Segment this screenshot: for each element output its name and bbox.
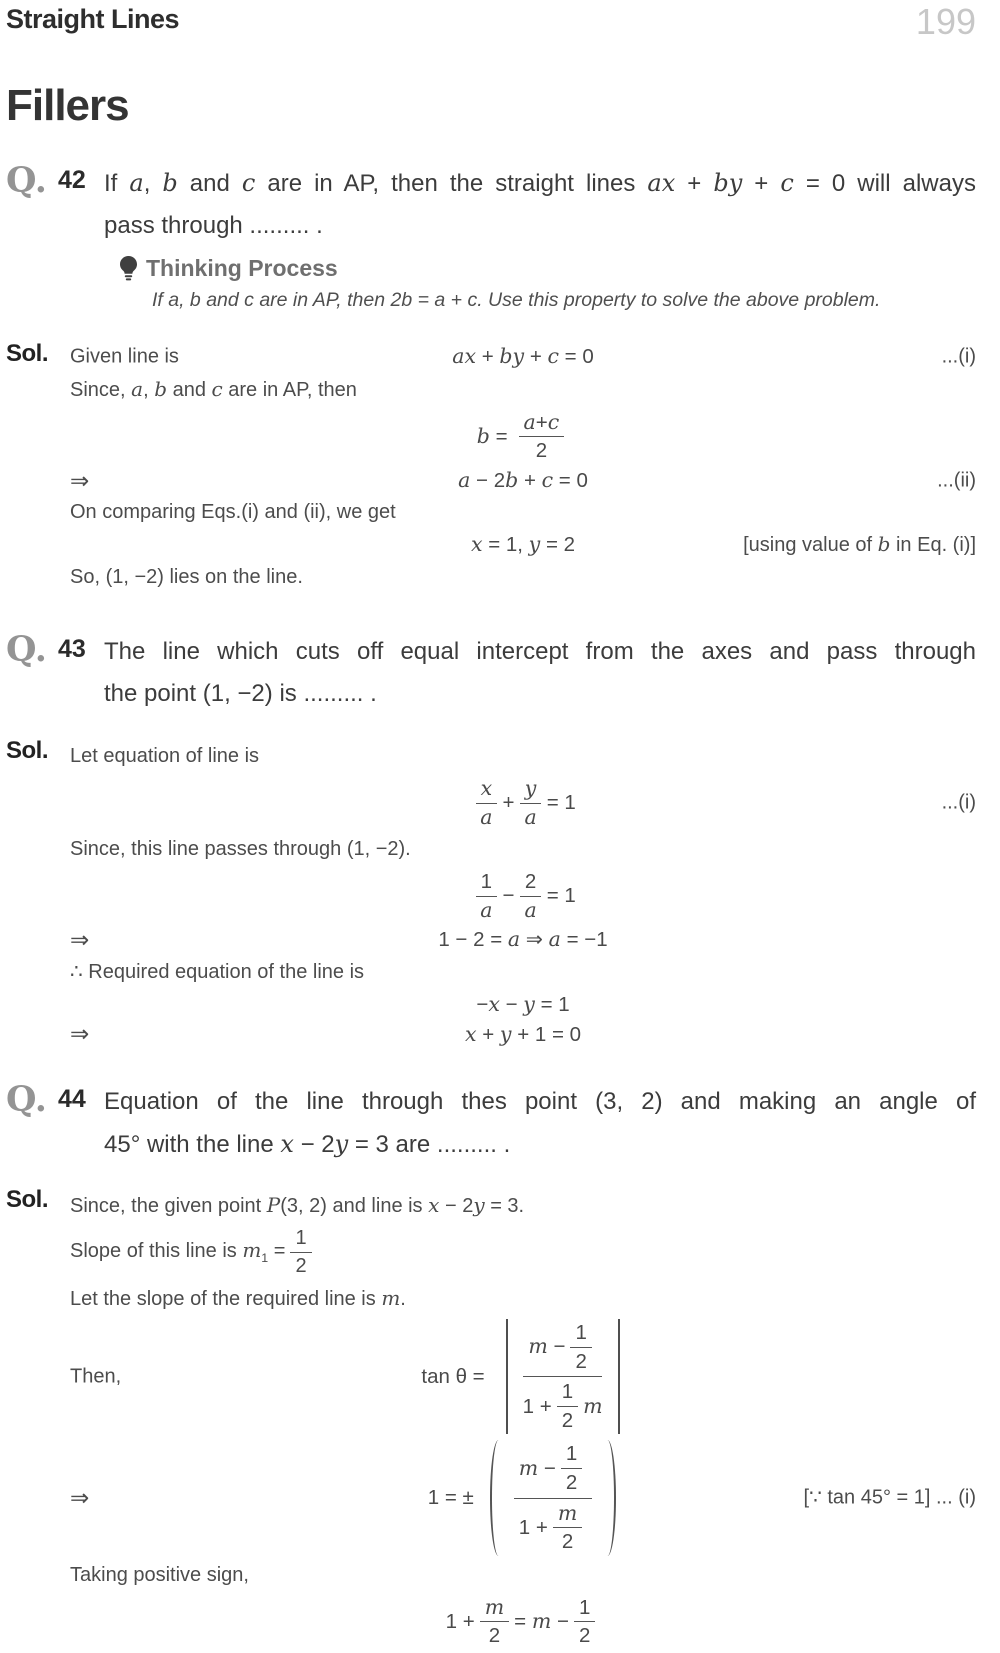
implies-arrow: ⇒ [70, 1484, 90, 1511]
equation-negxy [70, 992, 976, 1018]
equation-lead-text: Given line is [70, 345, 179, 368]
implies-arrow: ⇒ [70, 467, 90, 494]
solution-body [70, 737, 976, 1051]
fraction-denominator [518, 1377, 608, 1434]
question-text [104, 162, 976, 247]
denominator-text: 1 + [522, 1394, 552, 1418]
equation-row-xy [70, 532, 976, 558]
solution-42 [6, 340, 976, 597]
solution-body [70, 340, 976, 597]
nested-fraction [570, 1320, 591, 1374]
equation-note: [using value of b in Eq. (i)] [743, 532, 976, 557]
big-fraction [514, 1440, 593, 1555]
question-line-2: pass through ......... . [104, 212, 323, 239]
equation [70, 1022, 976, 1048]
equation-text: −x − y = 1 [476, 991, 570, 1016]
fraction-denominator [514, 1499, 593, 1556]
fraction-denominator: a [524, 897, 537, 922]
fraction [519, 410, 565, 464]
denominator-text: m [583, 1393, 603, 1418]
equation-tag: ...(i) [941, 345, 976, 368]
question-42 [6, 162, 976, 312]
equation-substituted [70, 869, 976, 923]
left-parenthesis [490, 1440, 507, 1555]
nested-fraction [557, 1379, 578, 1433]
equation-final-43 [70, 1022, 976, 1048]
numerator-text: m − [528, 1334, 566, 1359]
solution-body [70, 1186, 976, 1653]
bulb-icon [120, 256, 137, 282]
thinking-process [120, 255, 976, 282]
question-line-2: the point (1, −2) is ......... . [104, 680, 377, 707]
equation-lhs: 1 = ± [427, 1486, 474, 1510]
fraction-denominator: 2 [565, 1470, 578, 1494]
equation-text: a − 2b + c = 0 [458, 467, 588, 492]
equation-tag: ...(i) [941, 791, 976, 814]
fraction-numerator: m [553, 1501, 582, 1529]
equation [70, 776, 976, 830]
nested-fraction [561, 1441, 582, 1495]
absolute-value-bar [618, 1319, 620, 1434]
equation-tan-theta [70, 1319, 976, 1434]
plus-sign: + [502, 791, 515, 815]
equation-row-ii [70, 468, 976, 494]
fraction [519, 776, 541, 830]
equation-lead-text: Then, [70, 1365, 122, 1388]
question-marker: Q. [6, 1079, 47, 1121]
equation [70, 1595, 976, 1649]
equation-row-a [70, 927, 976, 953]
minus-sign: − [502, 884, 515, 908]
fraction-numerator: 2 [520, 869, 541, 897]
question-44 [6, 1081, 976, 1166]
question-line-1: If a, b and c are in AP, then the straight lines ax + by + c = 0 will always [104, 169, 976, 197]
thinking-process-label: Thinking Process [146, 255, 338, 281]
solution-text: On comparing Eqs.(i) and (ii), we get [70, 501, 396, 524]
solution-label: Sol. [6, 737, 49, 764]
equation [70, 410, 976, 464]
right-parenthesis [599, 1440, 616, 1555]
equation [70, 992, 976, 1018]
equation [70, 1319, 976, 1434]
equation [70, 869, 976, 923]
fraction-numerator: 1 [476, 869, 497, 897]
section-title: Fillers [6, 81, 129, 130]
equation-rhs: = 1 [546, 884, 576, 908]
fraction [574, 1595, 595, 1649]
solution-label: Sol. [6, 1186, 49, 1214]
numerator-text: m − [518, 1455, 556, 1480]
question-number: 42 [58, 166, 86, 194]
fraction-numerator: 1 [561, 1441, 582, 1469]
absolute-value-group [501, 1319, 625, 1434]
equation-note: [∵ tan 45° = 1] ... (i) [803, 1486, 976, 1509]
fraction-denominator: 2 [575, 1349, 587, 1373]
equation-lhs: tan θ = [421, 1364, 485, 1388]
fraction [480, 1595, 509, 1649]
fraction-denominator: a [480, 804, 493, 829]
equation-b [70, 410, 976, 464]
equation-intercept [70, 776, 976, 830]
fraction-denominator: 2 [295, 1255, 307, 1278]
solution-label: Sol. [6, 340, 49, 367]
solution-43 [6, 737, 976, 1051]
equation-tag: ...(ii) [937, 469, 976, 492]
fraction-numerator: m [480, 1595, 509, 1623]
denominator-text: 1 + [518, 1515, 548, 1539]
question-number: 43 [58, 635, 86, 663]
solution-text: ∴ Required equation of the line is [70, 960, 365, 983]
question-line-2: 45° with the line x − 2y = 3 are ......... . [104, 1130, 511, 1159]
fraction-numerator: 1 [290, 1226, 311, 1253]
fraction-numerator: a + c [519, 410, 565, 438]
page-number: 199 [915, 1, 976, 42]
solution-text: Since, the given point P(3, 2) and line is x − 2y = 3. [70, 1193, 525, 1218]
solution-text: Let the slope of the required line is m. [70, 1286, 406, 1311]
question-marker: Q. [6, 629, 47, 670]
question-text [104, 631, 976, 715]
equation-lhs: b = [476, 423, 508, 448]
implies-arrow: ⇒ [70, 926, 90, 953]
equation-rhs: = 1 [546, 791, 576, 815]
page-header [6, 1, 976, 42]
question-42-row [6, 162, 976, 247]
implies-arrow: ⇒ [70, 1020, 90, 1047]
parenthesis-group [488, 1440, 619, 1555]
question-number: 44 [58, 1085, 86, 1114]
fraction-denominator: 2 [535, 439, 548, 463]
equation-text: x + y + 1 = 0 [464, 1021, 582, 1046]
equation-mid: = m − [514, 1608, 569, 1633]
fraction-numerator [523, 1319, 602, 1377]
fraction [290, 1226, 311, 1279]
fraction-denominator: 2 [578, 1624, 591, 1648]
solution-44 [6, 1186, 976, 1653]
fraction-denominator: 2 [561, 1530, 574, 1554]
question-43 [6, 631, 976, 715]
absolute-value-bar [506, 1319, 508, 1434]
question-line-1: Equation of the line through thes point (3, 2) and making an angle of [104, 1088, 976, 1116]
question-text [104, 1081, 976, 1166]
fraction-denominator: a [480, 897, 493, 922]
fraction-numerator: x [476, 776, 498, 804]
equation [70, 927, 976, 953]
question-marker: Q. [6, 160, 47, 201]
equation-text: 1 − 2 = a ⇒ a = −1 [438, 927, 608, 952]
fraction-numerator: 1 [557, 1379, 578, 1407]
question-line-1: The line which cuts off equal intercept from the axes and pass through [104, 638, 976, 665]
equation [70, 468, 976, 494]
chapter-title: Straight Lines [6, 4, 180, 34]
big-fraction [518, 1319, 608, 1434]
equation-pre: 1 + [445, 1609, 475, 1633]
equation-plus-minus [70, 1440, 976, 1555]
fraction-numerator: 1 [574, 1595, 595, 1623]
question-44-row [6, 1081, 976, 1166]
fraction-numerator: 1 [570, 1320, 591, 1348]
solution-slope-line [70, 1226, 976, 1279]
solution-text: Since, this line passes through (1, −2). [70, 838, 411, 861]
nested-fraction [553, 1501, 582, 1555]
equation-row-i [70, 344, 976, 370]
solution-conclusion: So, (1, −2) lies on the line. [70, 566, 303, 588]
thinking-process-note: If a, b and c are in AP, then 2b = a + c. Use this property to solve the above problem. [152, 289, 881, 311]
equation-final-44 [70, 1595, 976, 1649]
fraction-numerator: y [520, 776, 542, 804]
solution-text: Since, a, b and c are in AP, then [70, 376, 357, 401]
fraction [475, 776, 497, 830]
equation-text: ax + by + c = 0 [452, 344, 594, 368]
fraction-denominator: 2 [561, 1408, 574, 1432]
equation-text: x = 1, y = 2 [470, 532, 576, 557]
fraction [475, 869, 497, 923]
fraction-numerator [514, 1440, 593, 1498]
fraction [519, 869, 541, 923]
slope-text: Slope of this line is $m_1$ = [70, 1238, 286, 1266]
solution-text: Taking positive sign, [70, 1563, 249, 1586]
solution-text: Let equation of line is [70, 745, 260, 767]
fraction-denominator: a [524, 804, 537, 829]
equation [70, 344, 976, 370]
fraction-denominator: 2 [488, 1624, 501, 1648]
question-43-row [6, 631, 976, 715]
